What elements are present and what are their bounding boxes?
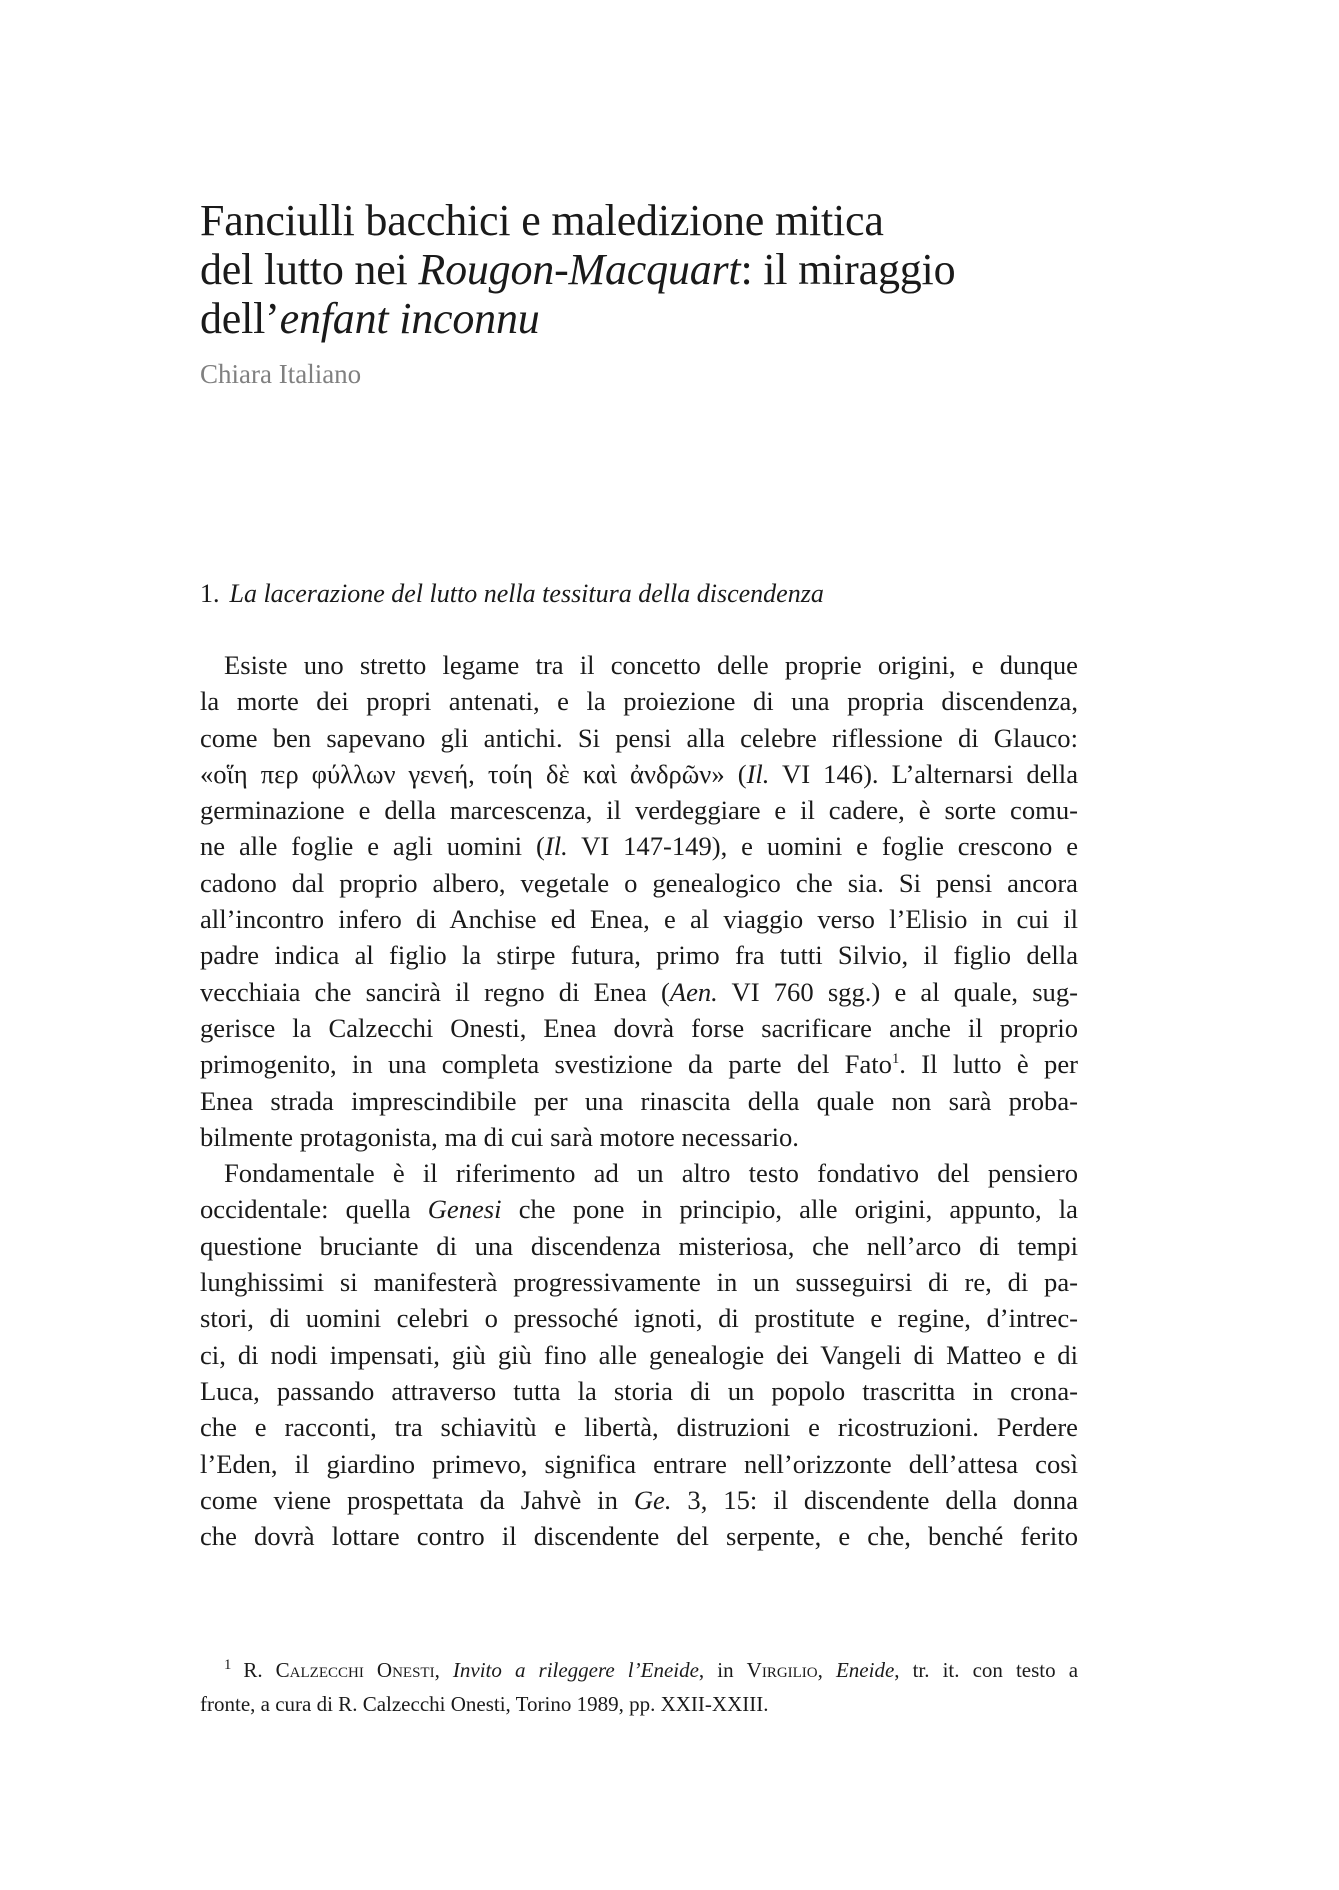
- author-name: Chiara Italiano: [200, 359, 362, 389]
- paragraph-2-line: stori, di uomini celebri o pressoché ignoti, di prostitute e regine, d’intrec-: [200, 1303, 1078, 1334]
- paragraph-1-line: primogenito, in una completa svestizione da parte del Fato$^1$. Il lutto è per: [200, 1049, 1078, 1080]
- paragraph-1-line: la morte dei propri antenati, e la proiezione di una propria discendenza,: [200, 686, 1078, 717]
- paragraph-1-line: vecchiaia che sancirà il regno di Enea (Aen. VI 760 sgg.) e al quale, sug-: [200, 976, 1078, 1007]
- paragraph-2-line: l’Eden, il giardino primevo, significa entrare nell’orizzonte dell’attesa così: [200, 1448, 1078, 1479]
- paragraph-1-line: ne alle foglie e agli uomini (Il. VI 147-149), e uomini e foglie crescono e: [200, 831, 1079, 862]
- body-text: [200, 647, 1078, 1554]
- paragraph-1-line: «οἵη περ φύλλων γενεή, τοίη δὲ καὶ ἀνδρῶν» (Il. VI 146). L’alternarsi della: [200, 758, 1078, 789]
- title-italic-enfant-inconnu: enfant inconnu: [279, 294, 540, 343]
- paragraph-2-line: ci, di nodi impensati, giù giù fino alle genealogie dei Vangeli di Matteo e di: [200, 1339, 1078, 1370]
- footnote-line-2: fronte, a cura di R. Calzecchi Onesti, Torino 1989, pp. XXII-XXIII.: [200, 1692, 769, 1716]
- section-heading: [200, 578, 824, 610]
- paragraph-1-line: Enea strada imprescindibile per una rinascita della quale non sarà proba-: [200, 1085, 1078, 1116]
- title-line-3: dell’enfant inconnu: [200, 294, 540, 343]
- paragraph-2-line: lunghissimi si manifesterà progressivamente in un susseguirsi di re, di pa-: [200, 1267, 1078, 1298]
- paragraph-2-line: Fondamentale è il riferimento ad un altro testo fondativo del pensiero: [224, 1158, 1078, 1189]
- title-line-1: Fanciulli bacchici e maledizione mitica: [200, 196, 884, 245]
- paragraph-1-line: padre indica al figlio la stirpe futura, primo fra tutti Silvio, il figlio della: [200, 940, 1078, 971]
- paragraph-1-line: Esiste uno stretto legame tra il concetto delle proprie origini, e dunque: [224, 650, 1078, 680]
- paragraph-1-line: all’incontro infero di Anchise ed Enea, e al viaggio verso l’Elisio in cui il: [200, 904, 1078, 935]
- title-italic-rougon-macquart: Rougon-Macquart: [418, 245, 741, 294]
- paragraph-1-line: come ben sapevano gli antichi. Si pensi alla celebre riflessione di Glauco:: [200, 722, 1078, 753]
- paragraph-1-line: gerisce la Calzecchi Onesti, Enea dovrà forse sacrificare anche il proprio: [200, 1012, 1078, 1043]
- footnote-reference[interactable]: 1: [891, 1051, 900, 1068]
- section-title: La lacerazione del lutto nella tessitura della discendenza: [229, 579, 824, 608]
- paragraph-2-line: come viene prospettata da Jahvè in Ge. 3, 15: il discendente della donna: [200, 1484, 1079, 1515]
- footnote-line-1: $^1$ R. Calzecchi Onesti, Invito a rileggere l’Eneide, in Virgilio, Eneide, tr. it. con testo a: [224, 1657, 1079, 1682]
- paragraph-2-line: questione bruciante di una discendenza misteriosa, che nell’arco di tempi: [200, 1230, 1078, 1261]
- paragraph-1-line: cadono dal proprio albero, vegetale o genealogico che sia. Si pensi ancora: [200, 867, 1078, 898]
- footnote: [200, 1648, 1078, 1721]
- paragraph-1-line: bilmente protagonista, ma di cui sarà motore necessario.: [200, 1121, 799, 1152]
- title-line-2: del lutto nei Rougon-Macquart: il miraggio: [200, 245, 956, 294]
- footnote-marker: 1: [224, 1657, 232, 1673]
- paragraph-2-line: che dovrà lottare contro il discendente del serpente, e che, benché ferito: [200, 1521, 1078, 1552]
- section-number: 1.: [200, 579, 220, 608]
- paragraph-2-line: occidentale: quella Genesi che pone in principio, alle origini, appunto, la: [200, 1194, 1078, 1225]
- paragraph-2-line: che e racconti, tra schiavitù e libertà, distruzioni e ricostruzioni. Perdere: [200, 1412, 1078, 1443]
- paragraph-1-line: germinazione e della marcescenza, il verdeggiare e il cadere, è sorte comu-: [200, 795, 1078, 826]
- article-title: [200, 196, 1100, 343]
- paragraph-2-line: Luca, passando attraverso tutta la storia di un popolo trascritta in crona-: [200, 1375, 1078, 1406]
